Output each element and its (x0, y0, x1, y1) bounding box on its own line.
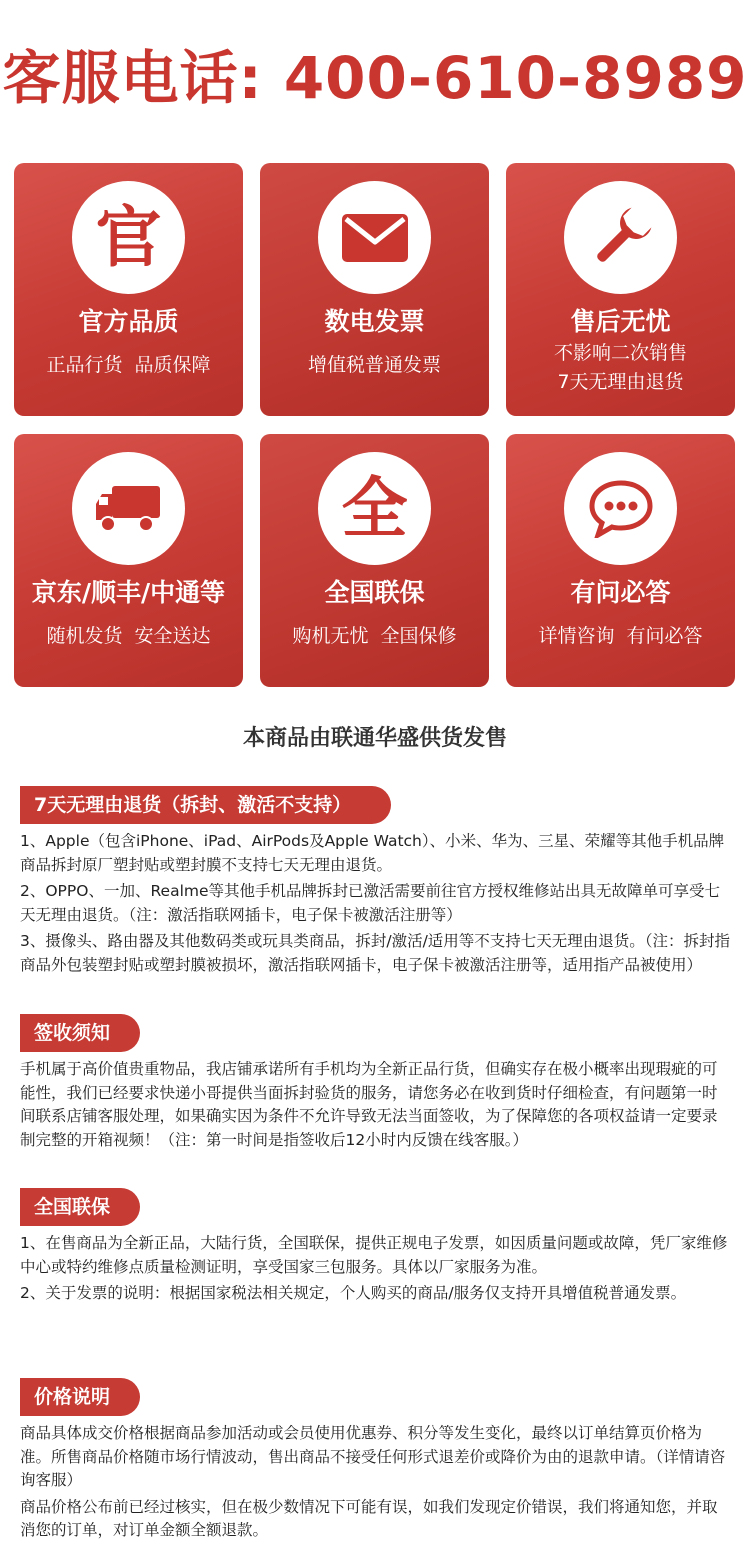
feature-card-invoice (260, 163, 489, 416)
section-body: 手机属于高价值贵重物品，我店铺承诺所有手机均为全新正品行货，但确实存在极小概率出现瑕疵的可能性，我们已经要求快递小哥提供当面拆封验货的服务，请您务必在收到货时仔细检查，有问题第一时间联系店铺客服处理，如果确实因为条件不允许导致无法当面签收，为了保障您的各项权益请一定要录制完整的开箱视频！（注：第一时间是指签收后12小时内反馈在线客服。） (20, 1060, 718, 1149)
section-tag: 全国联保 (20, 1188, 140, 1226)
feature-title: 官方品质 (78, 307, 179, 336)
chat-bubble-icon (564, 452, 677, 565)
feature-subtitle: 增值税普通发票 (307, 354, 441, 376)
feature-title: 全国联保 (324, 578, 425, 607)
section-tag: 签收须知 (20, 1014, 140, 1052)
envelope-icon (318, 181, 431, 294)
section-pricing (20, 1378, 732, 1546)
feature-subtitle: 购机无忧 全国保修 (292, 625, 457, 647)
section-warranty (20, 1188, 732, 1309)
feature-card-warranty (260, 434, 489, 687)
feature-subtitle: 随机发货 安全送达 (46, 625, 211, 647)
feature-card-support (506, 434, 735, 687)
wrench-icon (564, 181, 677, 294)
nationwide-icon: 全 (318, 452, 431, 565)
section-body: 商品具体成交价格根据商品参加活动或会员使用优惠券、积分等发生变化，最终以订单结算页价格为准。所售商品价格随市场行情波动，售出商品不接受任何形式退差价或降价为由的退款申请。（详情请咨询客服） 商品价格公布前已经过核实，但在极少数情况下可能有误，如我们发现定价错误，我们将通知您，并取消您的订单，对订单金额全额退款。 (20, 1424, 726, 1539)
official-icon: 官 (72, 181, 185, 294)
truck-icon (72, 452, 185, 565)
section-tag: 价格说明 (20, 1378, 140, 1416)
feature-card-after-sales (506, 163, 735, 416)
feature-title: 售后无忧 (570, 307, 671, 336)
feature-subtitle: 不影响二次销售 7天无理由退货 (553, 342, 687, 393)
customer-service-hotline: 客服电话: 400-610-8989 (2, 44, 748, 112)
section-delivery-notice (20, 1014, 732, 1155)
feature-title: 数电发票 (324, 307, 425, 336)
feature-card-shipping (14, 434, 243, 687)
section-body: 1、Apple（包含iPhone、iPad、AirPods及Apple Watch）、小米、华为、三星、荣耀等其他手机品牌商品拆封原厂塑封贴或塑封膜不支持七天无理由退货。 2、OPPO、一加、Realme等其他手机品牌拆封已激活需要前往官方授权维修站出具无故障单可享受七天无理由退货。（注：激活指联网插卡，电子保卡被激活注册等） 3、摄像头、路由器及其他数码类或玩具类商品，拆封/激活/适用等不支持七天无理由退货。（注：拆封指商品外包装塑封贴或塑封膜被损坏，激活指联网插卡，电子保卡被激活注册等，适用指产品被使用） (20, 832, 731, 974)
feature-title: 京东/顺丰/中通等 (31, 578, 226, 607)
section-tag: 7天无理由退货（拆封、激活不支持） (20, 786, 391, 824)
supplier-notice: 本商品由联通华盛供货发售 (242, 726, 507, 751)
section-return-policy (20, 786, 732, 980)
section-body: 1、在售商品为全新正品，大陆行货，全国联保，提供正规电子发票，如因质量问题或故障，凭厂家维修中心或特约维修点质量检测证明，享受国家三包服务。具体以厂家服务为准。 2、关于发票的说明：根据国家税法相关规定，个人购买的商品/服务仅支持开具增值税普通发票。 (20, 1234, 728, 1302)
feature-card-official (14, 163, 243, 416)
feature-title: 有问必答 (570, 578, 671, 607)
feature-subtitle: 详情咨询 有问必答 (538, 625, 703, 647)
feature-subtitle: 正品行货 品质保障 (46, 354, 211, 376)
